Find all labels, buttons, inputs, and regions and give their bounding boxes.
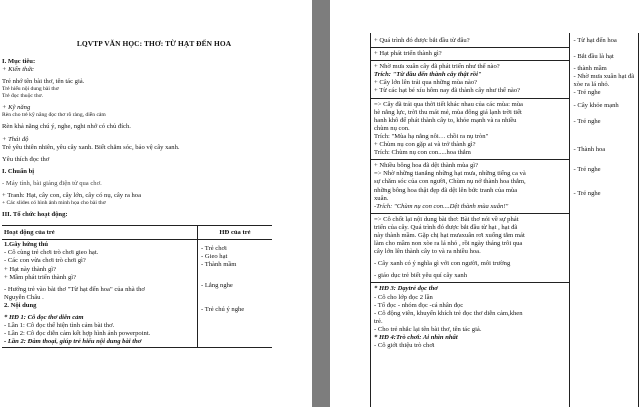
table-text-line: + Nhiều bông hoa đã dệt thành mùa gì? <box>374 162 479 170</box>
row-divider <box>371 98 569 99</box>
table-text-line: - Trẻ nghe <box>573 165 601 173</box>
table-text-line: + Hạt phát triển thành gì? <box>374 50 442 58</box>
attitude-line: Yêu thích đọc thơ <box>2 155 50 163</box>
section-organization: III. Tổ chức hoạt động: <box>2 211 68 219</box>
table-text-line: - thành mầm <box>573 65 607 73</box>
table-text-line: - Lần 2: Đàm thoại, giúp trẻ hiểu nội dung bài thơ <box>4 338 142 346</box>
table-text-line: - Cô cùng trẻ chơi trò chơi gieo hạt. <box>4 249 99 257</box>
right-page <box>330 0 643 407</box>
heading-knowledge: + Kiến thức <box>2 66 34 74</box>
activity-table-continued <box>370 33 639 407</box>
row-divider <box>371 282 569 283</box>
section-objectives: I. Mục tiêu: <box>2 58 36 66</box>
table-text-line: -Trích: "Chùm nụ con con....Dệt thành mùa xuân!" <box>374 202 509 210</box>
table-text-line: 2. Nội dung <box>4 301 37 309</box>
left-page <box>0 0 312 407</box>
knowledge-line: Trẻ đọc thuộc thơ. <box>2 93 43 100</box>
row-divider <box>371 213 569 214</box>
table-text-line: - Gieo hạt <box>201 253 228 261</box>
table-text-line: Trích: "Mùa hạ nắng nôi… chồi ra nụ tròn" <box>374 132 489 140</box>
table-text-line: - Trẻ nghe <box>573 89 601 97</box>
table-text-line: hè nắng lực, trời thu mát mẻ, mùa đông giá lạnh trời tiết <box>374 108 522 116</box>
table-text-line: + Từ các hạt bé xíu hôm nay đã thành cây như thế nào? <box>374 87 521 95</box>
table-text-line: - Cô động viên, khuyến khích trẻ đọc thơ diễn cảm,khen <box>374 309 523 317</box>
table-text-line: triển của cây. Quá trình đó được bắt đầu từ hạt , hạt đã <box>374 223 518 231</box>
row-divider <box>371 60 569 61</box>
child-activity-column <box>198 240 272 347</box>
prep-line: + Các slides có hình ảnh minh họa cho bài thơ <box>2 200 106 207</box>
table-text-line: - Trẻ nghe <box>573 117 601 125</box>
page-gutter <box>312 0 330 407</box>
table-text-line: + Nhờ mưa xuân cây đã phát triển như thế nào? <box>374 63 500 71</box>
table-header <box>2 226 272 240</box>
table-text-line: * HĐ 3: Dạytrẻ đọc thơ <box>374 285 438 293</box>
table-text-line: - Lắng nghe <box>201 281 233 289</box>
teacher-activity-column <box>371 33 570 407</box>
table-text-line: sự chăm sóc của con người, Chùm nụ nở thành hoa thắm, <box>374 178 526 186</box>
attitude-line: Trẻ yêu thiên nhiên, yêu cây xanh. Biết chăm sóc, bảo vệ cây xanh. <box>2 143 180 151</box>
table-text-line: => Nhờ những tianắng những hạt mưa, những tiếng ca và <box>374 170 526 178</box>
table-text-line: - Các con vừa chơi trò chơi gì? <box>4 257 86 265</box>
table-text-line: - Lần 1: Cô đọc thể hiện tình cảm bài thơ. <box>4 322 115 330</box>
table-text-line: => Cô chốt lại nội dung bài thơ: Bài thơ nói về sự phát <box>374 215 519 223</box>
table-text-line: - Thành mầm <box>201 261 237 269</box>
table-text-line: trẻ. <box>374 317 383 325</box>
table-text-line: làm cho mầm non xòe ra lá nhỏ , rồi ngày tháng trôi qua <box>374 240 523 248</box>
table-text-line: * HĐ 4:Trò chơi: Ai nhìn nhất <box>374 334 458 341</box>
table-text-line: - Cho trẻ nhắc lại tên bài thơ, tên tác giả. <box>374 325 482 333</box>
table-text-line: + Cây lớn lên trải qua những mùa nào? <box>374 79 478 87</box>
prep-line: - Máy tính, bài giảng điện tử qua chơ. <box>2 179 102 187</box>
table-text-line: này thành mầm. Gặp chị hạt mưaxuân rơi xuống tắm mát <box>374 231 525 239</box>
table-text-line: những bông hoa thật đẹp đã dệt lên bức tranh của mùa <box>374 186 518 194</box>
table-text-line: - Nhờ mưa xuân hạt đã xòe ra lá nhỏ. <box>573 73 635 89</box>
heading-skills: + Kỹ năng <box>2 104 31 112</box>
table-text-line: - Bắt đầu là hạt <box>573 53 614 61</box>
table-text-line: - Cây khỏe mạnh <box>573 101 619 109</box>
table-text-line: hanh khô để phát thành cây to, khỏe mạnh và ra nhiều <box>374 116 517 124</box>
table-text-line: - Cô giới thiệu trò chơi <box>374 342 435 350</box>
child-activity-column <box>570 33 638 407</box>
heading-attitude: + Thái độ <box>2 135 29 143</box>
table-text-line: Trích: Chùm nụ con con.....hoa thắm <box>374 149 471 157</box>
table-text-line: Trích: "Từ đầu đến thành cây thật rồi" <box>374 71 482 79</box>
table-text-line: * HĐ 1: Cô đọc thơ diễn cảm <box>4 313 84 321</box>
table-text-line: - Trẻ chú ý nghe <box>201 305 245 313</box>
knowledge-line: Trẻ hiểu nội dung bài thơ <box>2 86 59 93</box>
column-header: Hoạt động của trẻ <box>2 226 198 239</box>
table-text-line: - Cô cho lớp đọc 2 lần <box>374 293 433 301</box>
table-text-line: - giáo dục trẻ biết yêu quí cây xanh <box>374 272 468 280</box>
table-text-line: Nguyễn Châu . <box>4 293 44 301</box>
table-text-line: + Quá trình đó được bắt đầu từ đâu? <box>374 37 470 44</box>
lesson-title: LQVTP VĂN HỌC: THƠ: TỪ HẠT ĐẾN HOA <box>76 39 232 48</box>
table-text-line: - Tổ đọc - nhóm đọc -cá nhân đọc <box>374 301 464 309</box>
skills-line: Rèn cho trẻ kỹ năng đọc thơ rõ ràng, diễn cảm <box>2 112 106 119</box>
table-text-line: - Trẻ chơi <box>201 245 227 253</box>
prep-line: + Tranh: Hạt, cây con, cây lớn, cây có nụ, cây ra hoa <box>2 192 142 200</box>
table-text-line: - Lần 2: Cô đọc diễn cảm kết hợp hình ảnh powerpoint. <box>4 330 151 338</box>
table-text-line: - Thành hoa <box>573 145 606 153</box>
table-text-line: + Chùm nụ con gặp ai và trở thành gì? <box>374 141 476 149</box>
knowledge-line: Trẻ nhớ tên bài thơ, tên tác giả. <box>2 78 85 86</box>
table-text-line: - Hướng trẻ vào bài thơ "Từ hạt đến hoa" của nhà thơ <box>4 285 145 293</box>
table-text-line: => Cây đã trải qua thời tiết khác nhau của các mùa: mùa <box>374 100 523 108</box>
table-text-line: 1.Gây hứng thú <box>4 241 49 249</box>
activity-table <box>2 225 272 348</box>
table-text-line: chùm nụ con. <box>374 124 410 132</box>
table-text-line: + Mầm phát triển thành gì? <box>4 273 77 281</box>
skills-line: Rèn khả năng chú ý, nghe, nghi nhớ có chủ đích. <box>2 123 131 131</box>
table-text-line: - Từ hạt đến hoa <box>573 37 617 44</box>
row-divider <box>371 47 569 48</box>
table-text-line: + Hạt này thành gì? <box>4 265 57 273</box>
table-text-line: - Cây xanh có ý nghĩa gì với con người, môi trường <box>374 260 511 268</box>
table-text-line: xuân. <box>374 194 389 202</box>
column-header: HĐ của trẻ <box>219 229 251 237</box>
teacher-activity-column <box>2 240 198 347</box>
table-text-line: - Trẻ nghe <box>573 189 601 197</box>
row-divider <box>371 159 569 160</box>
section-preparation: I. Chuẩn bị <box>2 167 35 175</box>
table-text-line: cây lớn lên thành cây to và ra nhiều hoa. <box>374 248 481 256</box>
